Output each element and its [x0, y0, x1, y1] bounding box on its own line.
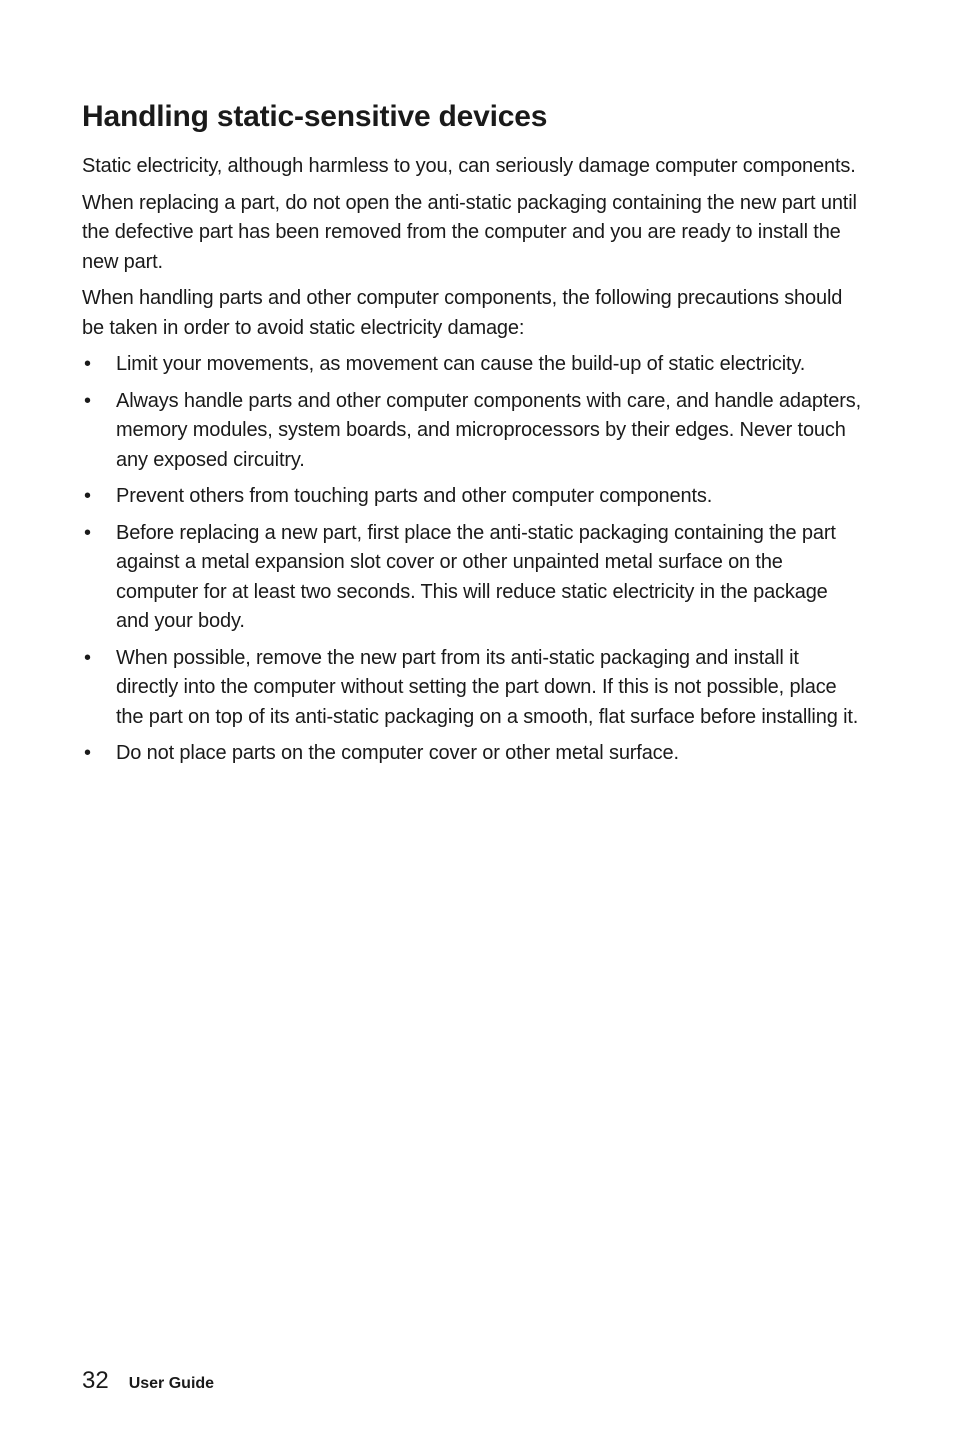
bullet-icon: •: [84, 742, 91, 764]
document-title: User Guide: [128, 1375, 215, 1392]
list-item-text: Limit your movements, as movement can cause the build-up of static electricity.: [116, 353, 806, 375]
list-item-text: Before replacing a new part, first place the anti-static packaging containing the part against a metal expansion slot cover or other unpainted metal surface on the computer for at least two seconds. This will reduce static electricity in the package and your body.: [116, 521, 836, 632]
list-item: [82, 644, 862, 733]
bullet-icon: •: [84, 521, 91, 544]
list-item: [82, 482, 862, 512]
list-item-text: Prevent others from touching parts and other computer components.: [116, 485, 713, 507]
bullet-icon: •: [84, 485, 91, 507]
intro-paragraph: Static electricity, although harmless to you, can seriously damage computer components.: [82, 155, 856, 177]
replacing-paragraph: When replacing a part, do not open the anti-static packaging containing the new part until the defective part has been removed from the computer and you are ready to install the new part.: [82, 191, 857, 273]
page-footer: [82, 1364, 214, 1401]
page-number: 32: [82, 1367, 109, 1394]
list-item: [82, 519, 862, 637]
page-title: Handling static-sensitive devices: [82, 100, 548, 133]
precautions-paragraph: When handling parts and other computer components, the following precautions should be taken in order to avoid static electricity damage:: [82, 287, 843, 339]
bullet-icon: •: [84, 389, 91, 412]
page-content: [82, 96, 862, 776]
list-item-text: Always handle parts and other computer components with care, and handle adapters, memory modules, system boards, and microprocessors by their edges. Never touch any exposed circuitry.: [116, 389, 861, 471]
list-item-text: Do not place parts on the computer cover or other metal surface.: [116, 742, 679, 764]
list-item: [82, 387, 862, 476]
precautions-list: [82, 350, 862, 769]
bullet-icon: •: [84, 353, 91, 375]
bullet-icon: •: [84, 646, 91, 669]
list-item: [82, 739, 862, 769]
list-item: [82, 350, 862, 380]
list-item-text: When possible, remove the new part from its anti-static packaging and install it directly into the computer without setting the part down. If this is not possible, place the part on top of its anti-static packaging on a smooth, flat surface before installing it.: [116, 646, 859, 728]
